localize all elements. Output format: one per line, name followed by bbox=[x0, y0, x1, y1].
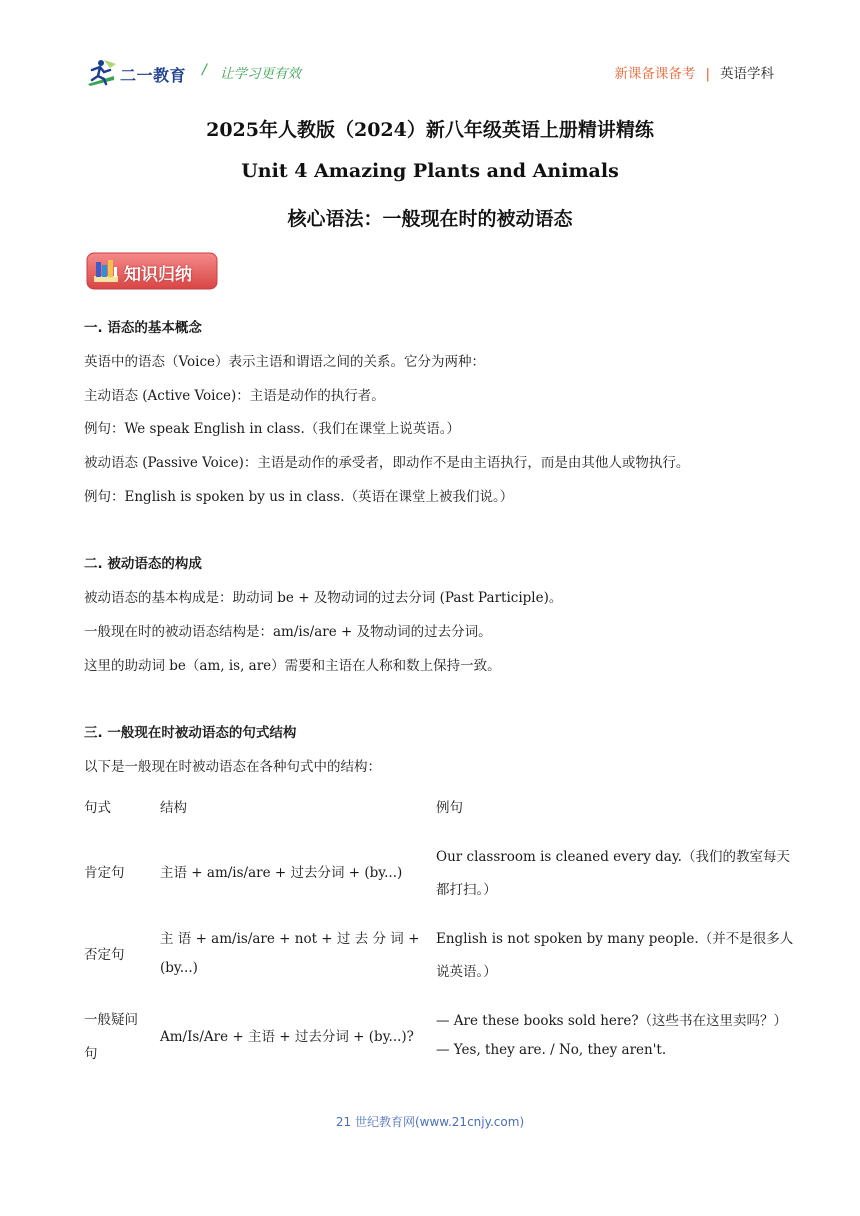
runner-logo-icon bbox=[84, 58, 118, 88]
main-title: 2025年人教版（2024）新八年级英语上册精讲精练 bbox=[206, 119, 654, 141]
section-1-line-5: 例句：English is spoken by us in class.（英语在课堂上被我们说。） bbox=[84, 489, 514, 505]
topic-title: 核心语法：一般现在时的被动语态 bbox=[287, 208, 573, 230]
header-separator: | bbox=[705, 66, 710, 82]
logo-text: 二一教育 bbox=[120, 66, 187, 85]
section-2-line-1: 被动语态的基本构成是：助动词 be + 及物动词的过去分词 (Past Participle)。 bbox=[84, 590, 563, 606]
badge-label: 知识归纳 bbox=[124, 265, 192, 285]
table-row-1-example-line-2: 都打扫。） bbox=[436, 882, 497, 898]
page-footer: 21 世纪教育网(www.21cnjy.com) bbox=[335, 1115, 525, 1129]
table-row-2-example-line-1: English is not spoken by many people.（并不是很多人 bbox=[436, 931, 794, 947]
section-1-line-2: 主动语态 (Active Voice)：主语是动作的执行者。 bbox=[84, 388, 385, 404]
table-row-3-structure: Am/Is/Are + 主语 + 过去分词 + (by...)? bbox=[160, 1029, 414, 1045]
table-header-example: 例句 bbox=[436, 800, 463, 816]
table-header-type: 句式 bbox=[84, 800, 111, 816]
table-row-3-type-line-1: 一般疑问 bbox=[84, 1012, 138, 1028]
section-1-line-1: 英语中的语态（Voice）表示主语和谓语之间的关系。它分为两种： bbox=[84, 354, 486, 370]
page-header bbox=[84, 56, 774, 88]
table-header-structure: 结构 bbox=[160, 800, 187, 816]
section-1-heading: 一. 语态的基本概念 bbox=[84, 320, 202, 336]
unit-title: Unit 4 Amazing Plants and Animals bbox=[241, 160, 619, 182]
header-subject-label: 英语学科 bbox=[720, 66, 774, 82]
table-row-2-structure-line-1: 主 语 + am/is/are + not + 过 去 分 词 + bbox=[160, 931, 420, 947]
table-row-1-type: 肯定句 bbox=[84, 865, 125, 881]
slogan-separator: / bbox=[202, 62, 207, 78]
section-3-heading: 三. 一般现在时被动语态的句式结构 bbox=[84, 725, 297, 741]
books-icon bbox=[93, 258, 119, 284]
slogan: 让学习更有效 bbox=[220, 66, 301, 82]
table-row-1-example-line-1: Our classroom is cleaned every day.（我们的教室每天 bbox=[436, 849, 790, 865]
header-course-label: 新课备课备考 bbox=[614, 66, 696, 82]
table-row-2-example-line-2: 说英语。） bbox=[436, 964, 497, 980]
table-row-3-example-line-1: — Are these books sold here?（这些书在这里卖吗？） bbox=[436, 1013, 788, 1029]
section-2-line-3: 这里的助动词 be（am, is, are）需要和主语在人称和数上保持一致。 bbox=[84, 658, 501, 674]
table-row-3-type-line-2: 句 bbox=[84, 1046, 98, 1062]
table-row-2-type: 否定句 bbox=[84, 947, 125, 963]
knowledge-badge bbox=[86, 252, 218, 290]
section-2-heading: 二. 被动语态的构成 bbox=[84, 556, 202, 572]
table-row-1-structure: 主语 + am/is/are + 过去分词 + (by...) bbox=[160, 865, 403, 881]
table-row-3-example-line-2: — Yes, they are. / No, they aren't. bbox=[436, 1042, 667, 1058]
section-3-intro: 以下是一般现在时被动语态在各种句式中的结构： bbox=[84, 759, 381, 775]
section-1-line-3: 例句：We speak English in class.（我们在课堂上说英语。） bbox=[84, 421, 461, 437]
section-1-line-4: 被动语态 (Passive Voice)：主语是动作的承受者，即动作不是由主语执行，而是由其他人或物执行。 bbox=[84, 455, 690, 471]
table-row-2-structure-line-2: (by...) bbox=[160, 960, 198, 976]
section-2-line-2: 一般现在时的被动语态结构是：am/is/are + 及物动词的过去分词。 bbox=[84, 624, 492, 640]
header-right bbox=[614, 62, 774, 82]
logo bbox=[84, 58, 194, 88]
